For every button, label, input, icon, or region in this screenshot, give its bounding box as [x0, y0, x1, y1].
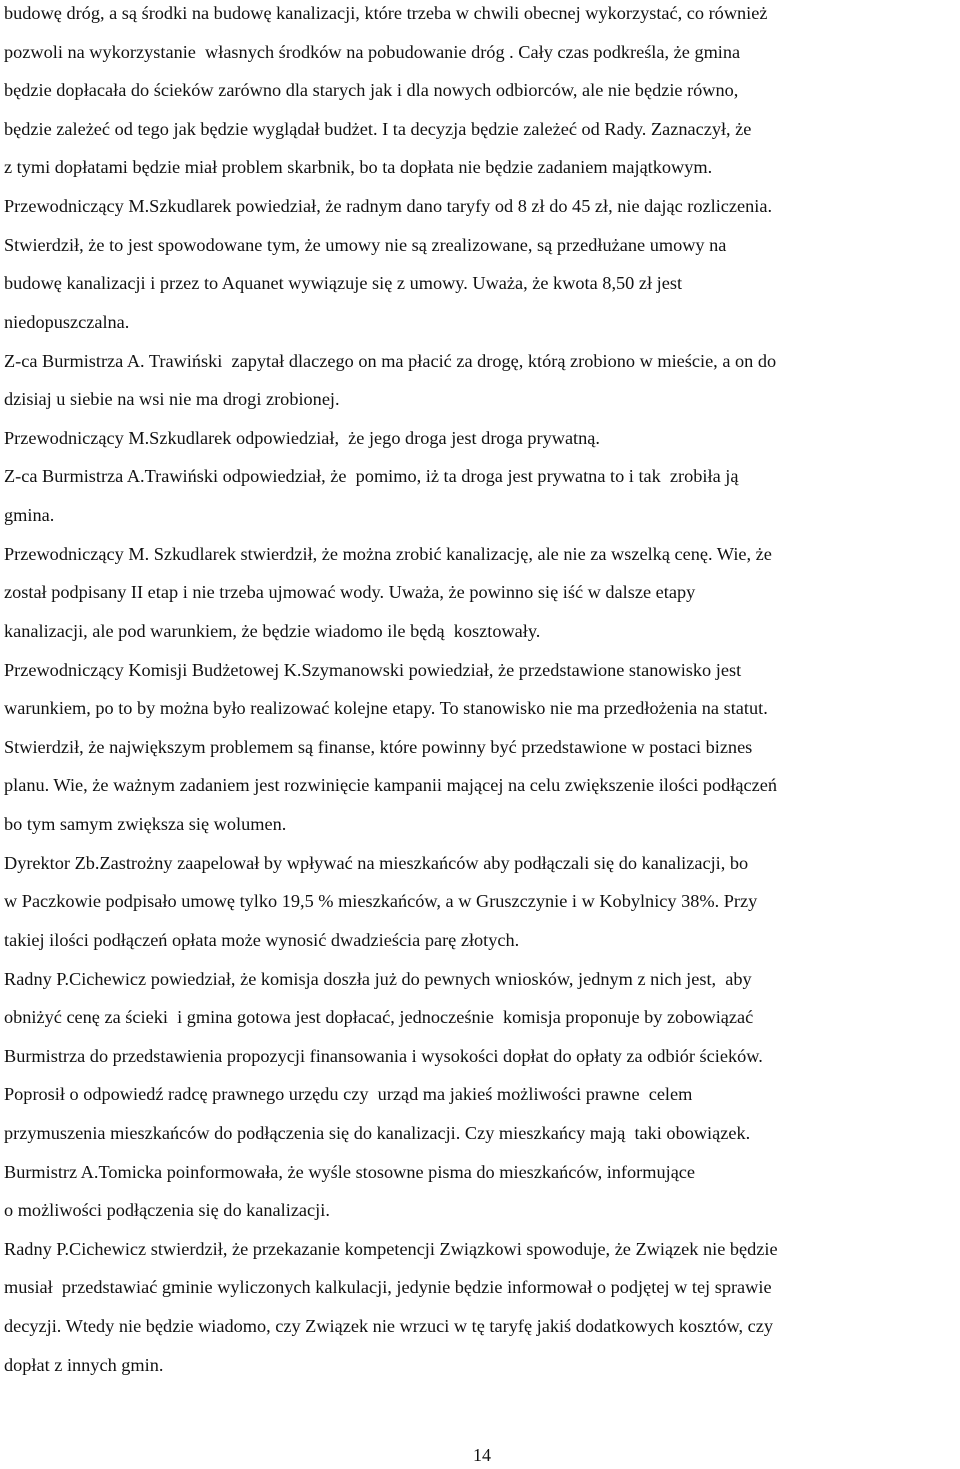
text-line: budowę dróg, a są środki na budowę kanalizacji, które trzeba w chwili obecnej wykorzystać, co również [4, 3, 768, 23]
text-line: pozwoli na wykorzystanie własnych środków na pobudowanie dróg . Cały czas podkreśla, że gmina [4, 41, 741, 62]
text-line: Radny P.Cichewicz stwierdził, że przekazanie kompetencji Związkowi spowoduje, że Związek nie będzie [4, 1238, 778, 1259]
text-line: obniżyć cenę za ścieki i gmina gotowa jest dopłacać, jednocześnie komisja proponuje by zobowiązać [4, 1007, 754, 1028]
text-line: Burmistrza do przedstawienia propozycji finansowania i wysokości dopłat do opłaty za odbiór ścieków. [4, 1045, 763, 1066]
text-line: kanalizacji, ale pod warunkiem, że będzie wiadomo ile będą kosztowały. [4, 620, 541, 641]
text-line: bo tym samym zwiększa się wolumen. [4, 814, 287, 835]
text-line: Z-ca Burmistrza A.Trawiński odpowiedział, że pomimo, iż ta droga jest prywatna to i tak zrobiła ją [4, 466, 739, 487]
text-line: Przewodniczący M.Szkudlarek powiedział, że radnym dano taryfy od 8 zł do 45 zł, nie dając rozliczenia. [4, 196, 773, 217]
text-line: został podpisany II etap i nie trzeba ujmować wody. Uważa, że powinno się iść w dalsze etapy [4, 582, 696, 603]
text-line: Stwierdził, że to jest spowodowane tym, że umowy nie są zrealizowane, są przedłużane umowy na [4, 234, 727, 255]
text-line: Przewodniczący M. Szkudlarek stwierdził, że można zrobić kanalizację, ale nie za wszelką cenę. Wie, że [4, 543, 772, 564]
text-line: niedopuszczalna. [4, 311, 130, 332]
text-line: Stwierdził, że największym problemem są finanse, które powinny być przedstawione w postaci biznes [4, 736, 753, 757]
text-line: Przewodniczący M.Szkudlarek odpowiedział, że jego droga jest droga prywatną. [4, 427, 600, 448]
text-line: w Paczkowie podpisało umowę tylko 19,5 % mieszkańców, a w Gruszczynie i w Kobylnicy 38%. Przy [4, 891, 758, 912]
text-line: Poprosił o odpowiedź radcę prawnego urzędu czy urząd ma jakieś możliwości prawne celem [4, 1084, 693, 1105]
document-page [4, 0, 960, 1469]
text-line: budowę kanalizacji i przez to Aquanet wywiązuje się z umowy. Uważa, że kwota 8,50 zł jest [4, 273, 683, 294]
text-line: decyzji. Wtedy nie będzie wiadomo, czy Związek nie wrzuci w tę taryfę jakiś dodatkowych kosztów, czy [4, 1316, 774, 1337]
text-line: planu. Wie, że ważnym zadaniem jest rozwinięcie kampanii mającej na celu zwiększenie ilości podłączeń [4, 775, 777, 796]
text-line: będzie dopłacała do ścieków zarówno dla starych jak i dla nowych odbiorców, ale nie będzie równo, [4, 80, 739, 101]
text-line: dopłat z innych gmin. [4, 1354, 164, 1375]
text-line: z tymi dopłatami będzie miał problem skarbnik, bo ta dopłata nie będzie zadaniem majątkowym. [4, 157, 713, 178]
text-line: warunkiem, po to by można było realizować kolejne etapy. To stanowisko nie ma przedłożenia na statut. [4, 698, 768, 719]
text-line: dzisiaj u siebie na wsi nie ma drogi zrobionej. [4, 389, 340, 410]
text-line: Dyrektor Zb.Zastrożny zaapelował by wpływać na mieszkańców aby podłączali się do kanalizacji, bo [4, 852, 749, 873]
text-line: o możliwości podłączenia się do kanalizacji. [4, 1200, 330, 1221]
text-line: Radny P.Cichewicz powiedział, że komisja doszła już do pewnych wniosków, jednym z nich jest, aby [4, 968, 752, 989]
text-line: gmina. [4, 505, 55, 526]
text-line: będzie zależeć od tego jak będzie wyglądał budżet. I ta decyzja będzie zależeć od Rady. Zaznaczył, że [4, 118, 752, 139]
text-line: Przewodniczący Komisji Budżetowej K.Szymanowski powiedział, że przedstawione stanowisko jest [4, 659, 742, 680]
text-line: musiał przedstawiać gminie wyliczonych kalkulacji, jedynie będzie informował o podjętej w tej sprawie [4, 1277, 772, 1298]
text-line: Z-ca Burmistrza A. Trawiński zapytał dlaczego on ma płacić za drogę, którą zrobiono w mieście, a on do [4, 350, 777, 371]
text-line: Burmistrz A.Tomicka poinformowała, że wyśle stosowne pisma do mieszkańców, informujące [4, 1161, 696, 1182]
text-line: przymuszenia mieszkańców do podłączenia się do kanalizacji. Czy mieszkańcy mają taki obowiązek. [4, 1122, 751, 1143]
text-line: takiej ilości podłączeń opłata może wynosić dwadzieścia parę złotych. [4, 929, 520, 950]
page-number: 14 [473, 1445, 491, 1465]
